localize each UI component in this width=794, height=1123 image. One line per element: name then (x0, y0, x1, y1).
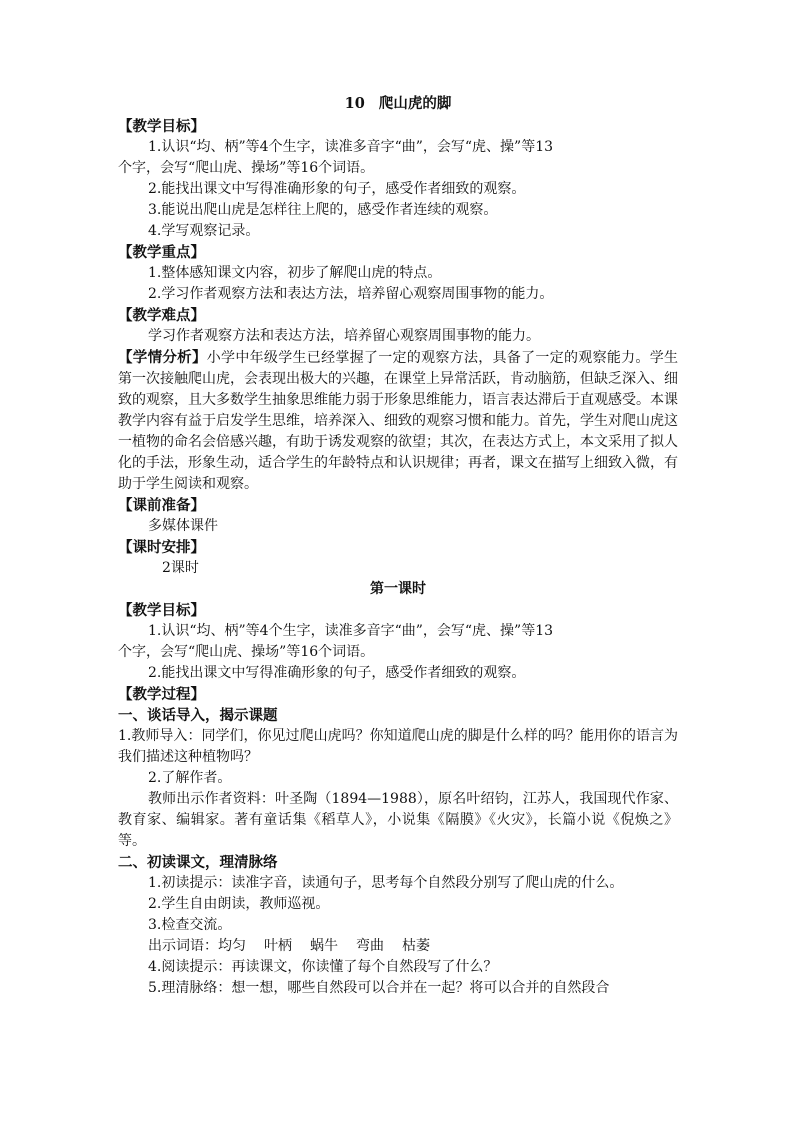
part2-item-5: 5.理清脉络：想一想，哪些自然段可以合并在一起？将可以合并的自然段合 (148, 980, 610, 996)
lesson-one-title: 第一课时 (370, 581, 426, 597)
part2-words-label: 出示词语： (148, 938, 218, 954)
part2-title: 二、初读课文，理清脉络 (118, 854, 278, 871)
goal-item-2: 2.能找出课文中写得准确形象的句子，感受作者细致的观察。 (148, 181, 526, 197)
section-teaching-goals: 【教学目标】 (118, 118, 205, 135)
lesson1-goal-item-2: 2.能找出课文中写得准确形象的句子，感受作者细致的观察。 (148, 665, 526, 681)
part1-item-1: 1.教师导入：同学们，你见过爬山虎吗？你知道爬山虎的脚是什么样的吗？能用你的语言为我们描述这种植物吗？ (118, 728, 678, 765)
schedule-item-1: 2课时 (162, 560, 199, 576)
student-analysis-paragraph (118, 347, 678, 495)
key-item-2: 2.学习作者观察方法和表达方法，培养留心观察周围事物的能力。 (148, 286, 554, 302)
word-item: 蜗牛 (310, 938, 338, 954)
preparation-item-1: 多媒体课件 (148, 518, 218, 534)
word-item: 叶柄 (264, 938, 292, 954)
part1-item-3: 教师出示作者资料：叶圣陶（1894—1988），原名叶绍钧，江苏人，我国现代作家、教育家、编辑家。著有童话集《稻草人》，小说集《隔膜》《火灾》，长篇小说《倪焕之》等。 (118, 791, 678, 849)
goal-item-3: 3.能说出爬山虎是怎样往上爬的，感受作者连续的观察。 (148, 202, 498, 218)
title-text: 爬山虎的脚 (378, 95, 452, 112)
section-preparation: 【课前准备】 (118, 497, 205, 514)
document-title (118, 92, 678, 116)
part2-item-2: 2.学生自由朗读，教师巡视。 (148, 896, 330, 912)
section-difficulties: 【教学难点】 (118, 307, 205, 324)
word-item: 弯曲 (356, 938, 384, 954)
student-analysis-text: 小学中年级学生已经掌握了一定的观察方法，具备了一定的观察能力。学生第一次接触爬山虎，会表现出极大的兴趣，在课堂上异常活跃，肯动脑筋，但缺乏深入、细致的观察，且大多数学生抽象思维能力弱于形象思维能力，语言表达滞后于直观感受。本课教学内容有益于启发学生思维，培养深入、细致的观察习惯和能力。首先，学生对爬山虎这一植物的命名会倍感兴趣，有助于诱发观察的欲望；其次，在表达方式上，本文采用了拟人化的手法，形象生动，适合学生的年龄特点和认识规律；再者，课文在描写上细致入微，有助于学生阅读和观察。 (118, 350, 679, 492)
goal-item-1a: 1.认识“均、柄”等4个生字，读准多音字“曲”，会写“虎、操”等13 (148, 139, 554, 155)
part2-item-1: 1.初读提示：读准字音，读通句子，思考每个自然段分别写了爬山虎的什么。 (148, 875, 624, 891)
part1-title: 一、谈话导入，揭示课题 (118, 707, 278, 724)
goal-item-4: 4.学写观察记录。 (148, 223, 260, 239)
word-item: 枯萎 (402, 938, 430, 954)
title-number: 10 (344, 95, 365, 112)
word-item: 均匀 (218, 938, 246, 954)
section-teaching-process: 【教学过程】 (118, 686, 205, 703)
section-key-points: 【教学重点】 (118, 244, 205, 261)
lesson1-goal-item-1a: 1.认识“均、柄”等4个生字，读准多音字“曲”，会写“虎、操”等13 (148, 623, 554, 639)
section-student-analysis: 【学情分析】 (118, 349, 207, 366)
section-teaching-goals-2: 【教学目标】 (118, 602, 205, 619)
lesson1-goal-item-1b: 个字，会写“爬山虎、操场”等16个词语。 (118, 644, 375, 660)
difficulty-item-1: 学习作者观察方法和表达方法，培养留心观察周围事物的能力。 (148, 328, 540, 344)
part1-item-2: 2.了解作者。 (148, 770, 232, 786)
key-item-1: 1.整体感知课文内容，初步了解爬山虎的特点。 (148, 265, 442, 281)
part2-item-3: 3.检查交流。 (148, 917, 232, 933)
part2-item-4: 4.阅读提示：再读课文，你读懂了每个自然段写了什么？ (148, 959, 498, 975)
part2-words-row (118, 936, 678, 957)
section-schedule: 【课时安排】 (118, 539, 205, 556)
goal-item-1b: 个字，会写“爬山虎、操场”等16个词语。 (118, 160, 375, 176)
lesson-plan-page (118, 92, 678, 999)
